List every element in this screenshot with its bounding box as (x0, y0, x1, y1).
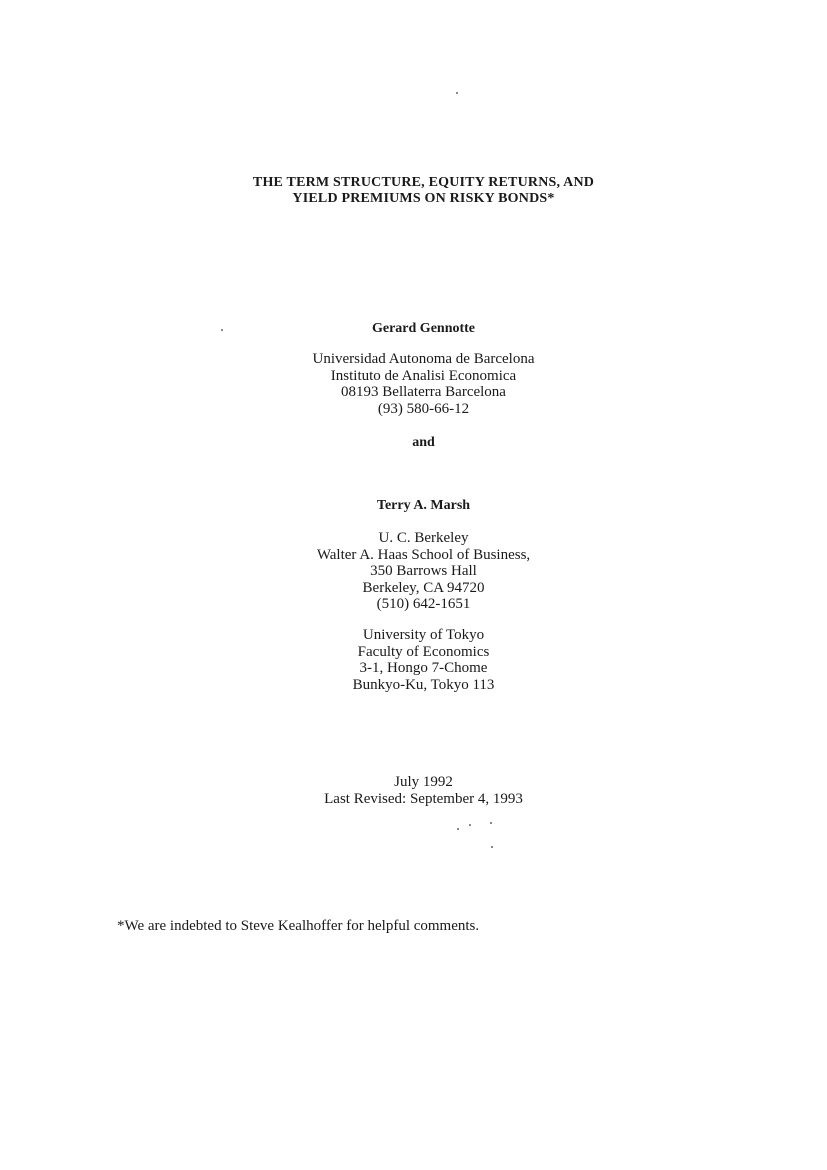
affiliation-line: (93) 580-66-12 (377, 400, 470, 417)
affiliation-line: U. C. Berkeley (378, 530, 469, 546)
paper-dates (0, 774, 827, 807)
scan-speck (456, 92, 458, 94)
affiliation-line: Berkeley, CA 94720 (362, 579, 485, 596)
date-line: July 1992 (394, 774, 453, 790)
author-2-affiliation-2 (0, 627, 827, 693)
author-1-affiliation (0, 351, 827, 417)
author-conjunction: and (412, 435, 435, 450)
author-2-affiliation-1 (0, 530, 827, 613)
revised-date-line: Last Revised: September 4, 1993 (324, 790, 523, 807)
scan-speck (457, 828, 459, 830)
scan-speck (469, 824, 471, 826)
affiliation-line: (510) 642-1651 (376, 596, 471, 612)
affiliation-line: 350 Barrows Hall (370, 563, 477, 579)
affiliation-line: 08193 Bellaterra Barcelona (341, 384, 506, 400)
author-name-1: Gerard Gennotte (371, 321, 476, 336)
affiliation-line: Walter A. Haas School of Business, (316, 546, 531, 563)
affiliation-line: University of Tokyo (362, 627, 485, 643)
affiliation-line: 3-1, Hongo 7-Chome (359, 660, 488, 676)
paper-title (0, 175, 827, 207)
author-name-2: Terry A. Marsh (376, 498, 471, 513)
affiliation-line: Instituto de Analisi Economica (330, 367, 517, 384)
scan-speck (490, 822, 492, 824)
affiliation-line: Universidad Autonoma de Barcelona (312, 351, 535, 367)
footnote: *We are indebted to Steve Kealhoffer for helpful comments. (117, 918, 480, 934)
affiliation-line: Faculty of Economics (357, 643, 490, 660)
title-line-2: YIELD PREMIUMS ON RISKY BONDS* (292, 191, 555, 206)
affiliation-line: Bunkyo-Ku, Tokyo 113 (352, 676, 495, 693)
title-line-1: THE TERM STRUCTURE, EQUITY RETURNS, AND (252, 175, 595, 190)
scan-speck (491, 846, 493, 848)
